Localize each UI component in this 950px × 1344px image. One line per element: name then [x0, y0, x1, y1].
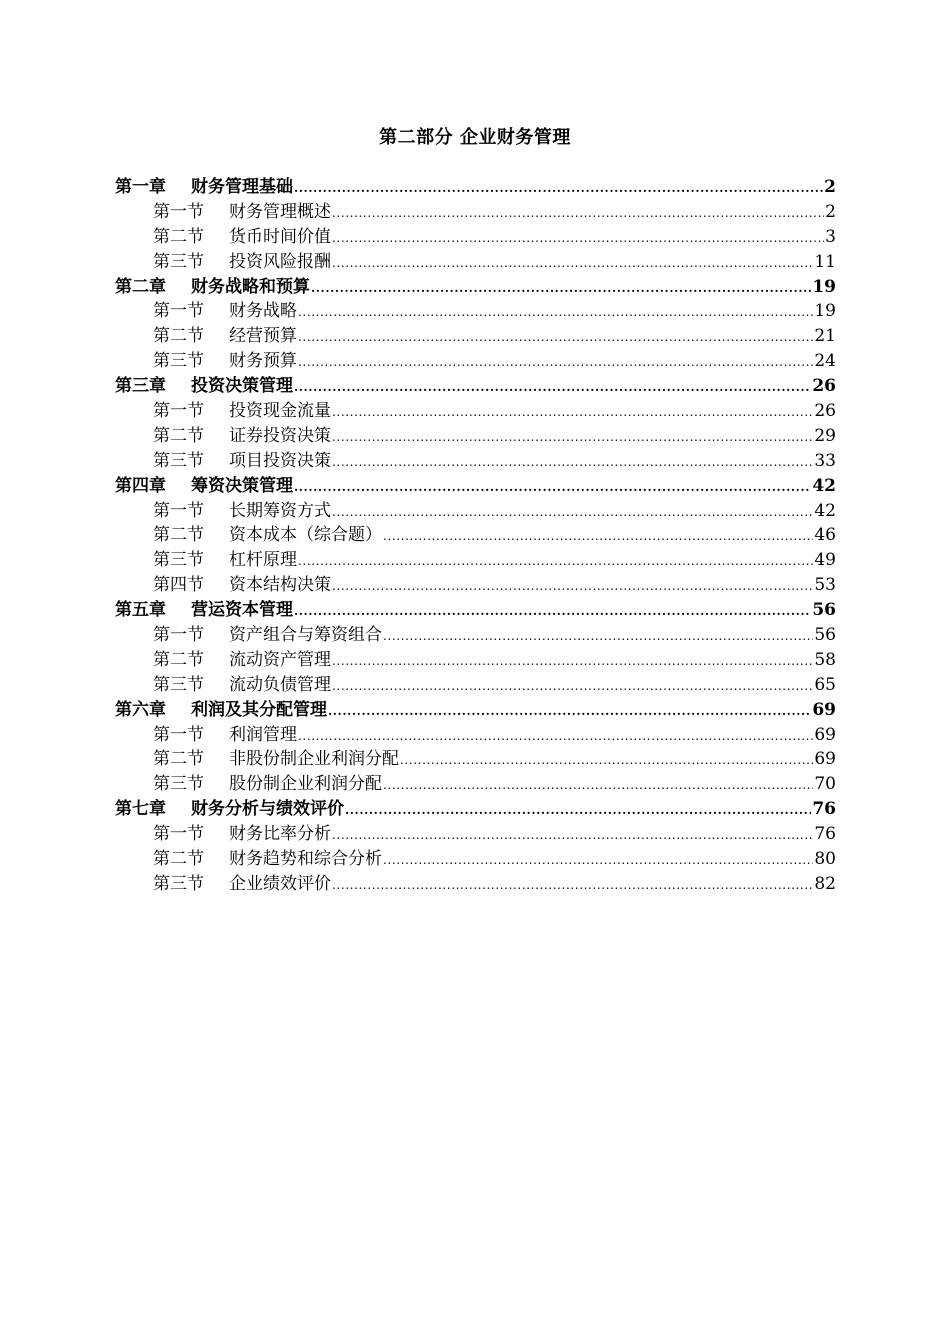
toc-page-number: 58 [814, 649, 836, 670]
toc-entry-title: 财务比率分析 [229, 824, 331, 845]
toc-entry-number: 第二节 [153, 525, 204, 546]
toc-page-number: 3 [825, 226, 836, 247]
toc-entry-title: 投资风险报酬 [229, 251, 331, 272]
toc-entry-label [153, 747, 399, 772]
toc-entry-label [115, 175, 293, 200]
toc-entry-label [115, 698, 327, 723]
toc-entry-label [153, 324, 297, 349]
toc-entry-title: 企业绩效评价 [229, 873, 331, 894]
toc-chapter-entry[interactable] [115, 698, 836, 723]
dot-leader [332, 674, 813, 699]
toc-entry-number: 第五章 [115, 600, 166, 621]
dot-leader [298, 300, 813, 325]
toc-chapter-entry[interactable] [115, 598, 836, 623]
toc-page-number: 76 [814, 824, 836, 845]
toc-section-entry[interactable] [115, 523, 836, 548]
toc-section-entry[interactable] [115, 250, 836, 275]
toc-entry-label [153, 822, 331, 847]
toc-page-number: 65 [814, 674, 836, 695]
toc-entry-label [153, 648, 331, 673]
toc-entry-number: 第一节 [153, 500, 204, 521]
toc-page-number: 42 [814, 500, 836, 521]
toc-entry-number: 第三节 [153, 251, 204, 272]
toc-page-number: 19 [812, 276, 836, 297]
dot-leader [383, 524, 813, 549]
toc-entry-title: 流动负债管理 [229, 674, 331, 695]
toc-page-number: 46 [814, 525, 836, 546]
toc-entry-title: 货币时间价值 [229, 226, 331, 247]
toc-page-number: 80 [814, 849, 836, 870]
toc-entry-number: 第二节 [153, 425, 204, 446]
dot-leader [328, 699, 811, 724]
toc-entry-label [115, 275, 310, 300]
toc-page-number: 26 [812, 376, 836, 397]
toc-entry-number: 第二节 [153, 326, 204, 347]
toc-page-number: 82 [814, 873, 836, 894]
toc-entry-title: 非股份制企业利润分配 [229, 749, 399, 770]
toc-entry-number: 第三节 [153, 550, 204, 571]
toc-entry-title: 财务分析与绩效评价 [191, 799, 344, 820]
toc-entry-title: 财务战略和预算 [191, 276, 310, 297]
toc-section-entry[interactable] [115, 449, 836, 474]
toc-entry-number: 第二章 [115, 276, 166, 297]
toc-entry-number: 第一节 [153, 724, 204, 745]
toc-entry-number: 第二节 [153, 749, 204, 770]
toc-entry-title: 资本结构决策 [229, 575, 331, 596]
toc-entry-number: 第一节 [153, 625, 204, 646]
toc-entry-title: 经营预算 [229, 326, 297, 347]
dot-leader [383, 773, 813, 798]
toc-entry-title: 长期筹资方式 [229, 500, 331, 521]
toc-entry-label [153, 250, 331, 275]
toc-page-number: 11 [814, 251, 836, 272]
dot-leader [298, 325, 813, 350]
toc-page-number: 29 [814, 425, 836, 446]
page-title: 第二部分 企业财务管理 [379, 127, 571, 148]
toc-page-number: 53 [814, 575, 836, 596]
toc-page-number: 2 [825, 201, 836, 222]
toc-entry-label [153, 573, 331, 598]
toc-entry-title: 投资现金流量 [229, 401, 331, 422]
toc-chapter-entry[interactable] [115, 374, 836, 399]
dot-leader [298, 350, 813, 375]
toc-entry-title: 利润及其分配管理 [191, 699, 327, 720]
toc-entry-title: 投资决策管理 [191, 376, 293, 397]
toc-entry-title: 财务管理基础 [191, 177, 293, 197]
dot-leader [298, 724, 813, 749]
toc-page-number: 69 [814, 724, 836, 745]
toc-page-number: 21 [814, 326, 836, 347]
toc-entry-number: 第四节 [153, 575, 204, 596]
toc-entry-title: 财务预算 [229, 351, 297, 372]
toc-page-number: 2 [824, 177, 836, 197]
toc-entry-number: 第三节 [153, 774, 204, 795]
dot-leader [332, 500, 813, 525]
toc-page-number: 33 [814, 450, 836, 471]
toc-page-number: 49 [814, 550, 836, 571]
toc-entry-number: 第七章 [115, 799, 166, 820]
toc-section-entry[interactable] [115, 399, 836, 424]
toc-entry-number: 第二节 [153, 849, 204, 870]
toc-entry-number: 第二节 [153, 226, 204, 247]
dot-leader [332, 450, 813, 475]
toc-section-entry[interactable] [115, 847, 836, 872]
toc-page-number: 24 [814, 351, 836, 372]
dot-leader [332, 201, 824, 226]
toc-entry-title: 项目投资决策 [229, 450, 331, 471]
toc-section-entry[interactable] [115, 299, 836, 324]
toc-entry-number: 第二节 [153, 649, 204, 670]
toc-entry-label [115, 598, 293, 623]
toc-page-number: 70 [814, 774, 836, 795]
toc-section-entry[interactable] [115, 772, 836, 797]
toc-entry-number: 第三节 [153, 450, 204, 471]
toc-entry-number: 第六章 [115, 699, 166, 720]
dot-leader [332, 425, 813, 450]
toc-page-number: 42 [812, 475, 836, 496]
toc-entry-label [153, 772, 382, 797]
toc-entry-label [153, 200, 331, 225]
dot-leader [332, 400, 813, 425]
toc-entry-label [153, 449, 331, 474]
toc-entry-label [153, 424, 331, 449]
toc-page-number: 69 [812, 699, 836, 720]
dot-leader [332, 574, 813, 599]
toc-entry-title: 筹资决策管理 [191, 475, 293, 496]
dot-leader [345, 798, 811, 823]
table-of-contents [115, 175, 836, 897]
toc-section-entry[interactable] [115, 673, 836, 698]
dot-leader [298, 549, 813, 574]
toc-entry-number: 第一章 [115, 177, 166, 197]
toc-page-number: 69 [814, 749, 836, 770]
toc-section-entry[interactable] [115, 548, 836, 573]
toc-entry-label [153, 299, 297, 324]
toc-entry-label [153, 723, 297, 748]
toc-section-entry[interactable] [115, 349, 836, 374]
toc-entry-number: 第一节 [153, 301, 204, 322]
toc-entry-number: 第一节 [153, 401, 204, 422]
dot-leader [332, 823, 813, 848]
toc-entry-number: 第三章 [115, 376, 166, 397]
toc-entry-label [153, 523, 382, 548]
toc-entry-label [153, 349, 297, 374]
toc-entry-number: 第三节 [153, 674, 204, 695]
toc-entry-title: 财务趋势和综合分析 [229, 849, 382, 870]
toc-section-entry[interactable] [115, 573, 836, 598]
toc-entry-title: 证券投资决策 [229, 425, 331, 446]
toc-entry-number: 第一节 [153, 201, 204, 222]
dot-leader [400, 748, 813, 773]
dot-leader [332, 251, 813, 276]
toc-entry-title: 财务管理概述 [229, 201, 331, 222]
dot-leader [294, 599, 811, 624]
toc-page-number: 26 [814, 401, 836, 422]
toc-section-entry[interactable] [115, 225, 836, 250]
toc-entry-label [153, 548, 297, 573]
toc-entry-label [153, 872, 331, 897]
toc-section-entry[interactable] [115, 424, 836, 449]
toc-entry-label [153, 847, 382, 872]
toc-entry-number: 第三节 [153, 873, 204, 894]
toc-section-entry[interactable] [115, 324, 836, 349]
dot-leader [294, 375, 811, 400]
toc-entry-number: 第三节 [153, 351, 204, 372]
dot-leader [383, 848, 813, 873]
toc-page-number: 56 [812, 600, 836, 621]
toc-chapter-entry[interactable] [115, 175, 836, 200]
toc-entry-title: 杠杆原理 [229, 550, 297, 571]
toc-chapter-entry[interactable] [115, 474, 836, 499]
toc-entry-number: 第四章 [115, 475, 166, 496]
dot-leader [311, 276, 811, 301]
toc-entry-label [153, 623, 382, 648]
dot-leader [332, 649, 813, 674]
toc-entry-title: 资产组合与筹资组合 [229, 625, 382, 646]
toc-section-entry[interactable] [115, 200, 836, 225]
toc-entry-title: 流动资产管理 [229, 649, 331, 670]
toc-section-entry[interactable] [115, 623, 836, 648]
toc-page-number: 76 [812, 799, 836, 820]
toc-entry-label [115, 474, 293, 499]
toc-entry-label [153, 399, 331, 424]
toc-entry-label [153, 673, 331, 698]
toc-section-entry[interactable] [115, 872, 836, 897]
dot-leader [294, 176, 823, 201]
toc-entry-title: 营运资本管理 [191, 600, 293, 621]
toc-section-entry[interactable] [115, 648, 836, 673]
toc-entry-title: 财务战略 [229, 301, 297, 322]
toc-entry-label [153, 225, 331, 250]
toc-section-entry[interactable] [115, 822, 836, 847]
dot-leader [294, 475, 811, 500]
toc-chapter-entry[interactable] [115, 797, 836, 822]
toc-section-entry[interactable] [115, 747, 836, 772]
toc-entry-title: 资本成本（综合题） [229, 525, 382, 546]
toc-entry-title: 利润管理 [229, 724, 297, 745]
toc-entry-label [115, 797, 344, 822]
toc-entry-label [115, 374, 293, 399]
toc-entry-number: 第一节 [153, 824, 204, 845]
toc-section-entry[interactable] [115, 499, 836, 524]
toc-entry-label [153, 499, 331, 524]
toc-section-entry[interactable] [115, 723, 836, 748]
toc-page-number: 19 [814, 301, 836, 322]
toc-page-number: 56 [814, 625, 836, 646]
dot-leader [383, 624, 813, 649]
dot-leader [332, 873, 813, 898]
toc-entry-title: 股份制企业利润分配 [229, 774, 382, 795]
dot-leader [332, 226, 824, 251]
toc-chapter-entry[interactable] [115, 275, 836, 300]
